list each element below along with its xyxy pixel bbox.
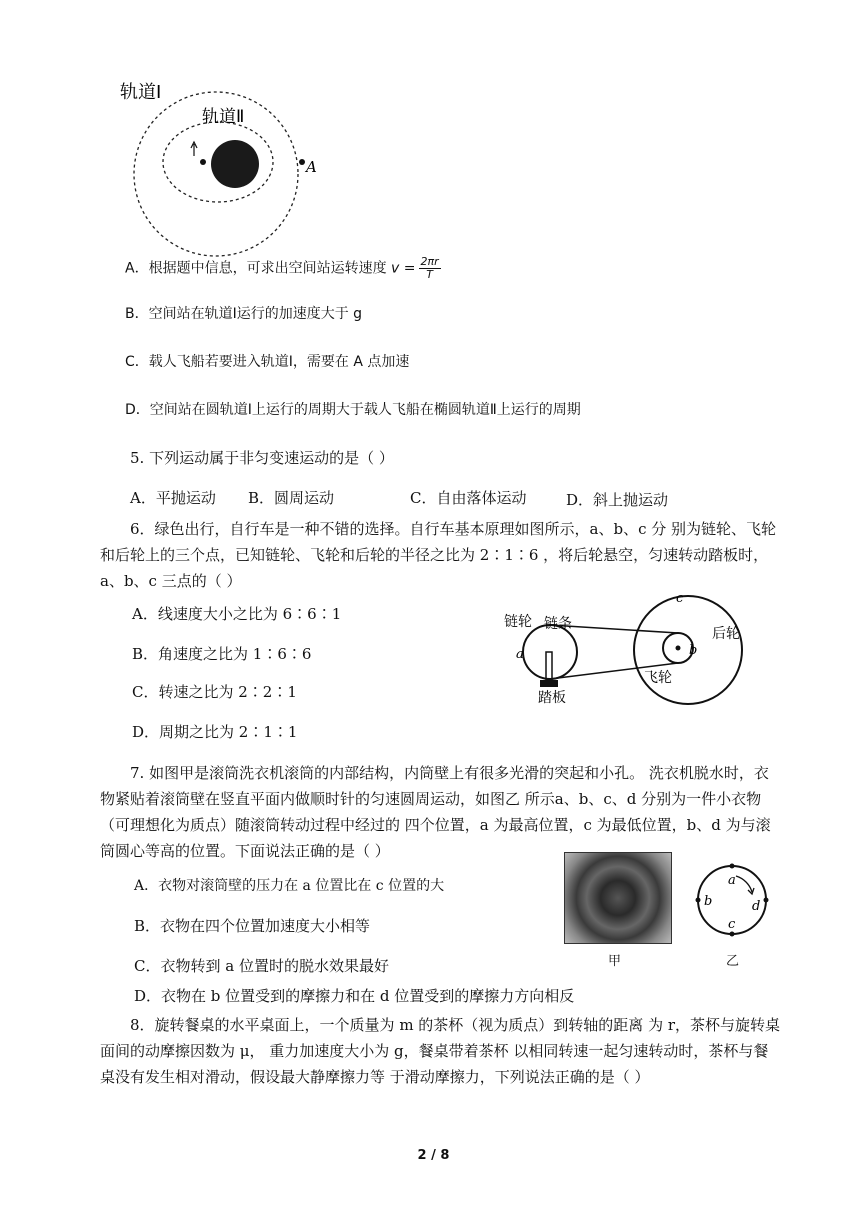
q5-option-c: C．自由落体运动 <box>410 489 527 507</box>
drum-photo <box>564 852 672 944</box>
point-a-dot <box>299 159 305 165</box>
bicycle-figure <box>498 590 760 715</box>
q4-formula-frac <box>419 256 441 281</box>
rear-wheel-label: 后轮 <box>712 626 740 642</box>
chainring-label: 链轮 <box>504 614 532 630</box>
drum-circle-figure <box>692 858 772 944</box>
direction-arrow-icon <box>191 142 197 156</box>
chain-label: 链条 <box>544 616 572 632</box>
orbit-figure <box>118 74 328 264</box>
q5-option-d: D．斜上抛运动 <box>566 491 669 509</box>
q8-stem: 8．旋转餐桌的水平桌面上，一个质量为 m 的茶杯（视为质点）到转轴的距离 为 r，茶杯与旋转桌面间的动摩擦因数为 μ， 重力加速度大小为 g，餐桌带着茶杯 以相同转速一起匀速转动时，茶杯与餐桌没有发生相对滑动，假设最大静摩擦力等 于滑动摩擦力，下列说法正确的是（ ） <box>100 1016 781 1086</box>
q4-formula-den: T <box>426 268 433 281</box>
q4-option-a-text: A．根据题中信息，可求出空间站运转速度 <box>125 260 387 277</box>
orbit-2-label: 轨道Ⅱ <box>202 107 245 127</box>
q7-option-a: A．衣物对滚筒壁的压力在 a 位置比在 c 位置的大 <box>134 878 445 894</box>
page-number: 2 / 8 <box>417 1148 450 1163</box>
drum-point-b-label: b <box>704 894 713 909</box>
q5-stem: 5. 下列运动属于非匀变速运动的是（ ） <box>130 449 394 467</box>
drum-point-d-label: d <box>752 899 761 914</box>
q7-option-c: C．衣物转到 a 位置时的脱水效果最好 <box>134 957 389 975</box>
station-dot <box>200 159 206 165</box>
earth <box>211 140 259 188</box>
q4-option-b: B．空间站在轨道Ⅰ运行的加速度大于 g <box>125 306 363 322</box>
fig-jia-label: 甲 <box>608 954 622 969</box>
pedal-block <box>540 680 558 687</box>
drum-point-c-label: c <box>728 917 736 932</box>
q7-option-d: D．衣物在 b 位置受到的摩擦力和在 d 位置受到的摩擦力方向相反 <box>134 987 575 1005</box>
bike-point-b-label: b <box>689 643 698 658</box>
fig-yi-label: 乙 <box>726 954 740 969</box>
q4-option-a <box>125 256 441 281</box>
orbit-1-label: 轨道Ⅰ <box>120 82 162 103</box>
q4-formula-num: 2πr <box>420 255 439 268</box>
bike-point-c-label: c <box>676 591 684 606</box>
point-a-label: A <box>306 158 317 176</box>
q7-option-b: B．衣物在四个位置加速度大小相等 <box>134 917 371 935</box>
flywheel-label: 飞轮 <box>644 670 672 686</box>
pedal-label: 踏板 <box>538 690 566 706</box>
q6-stem: 6．绿色出行，自行车是一种不错的选择。自行车基本原理如图所示，a、b、c 分 别为链轮、飞轮和后轮上的三个点，已知链轮、飞轮和后轮的半径之比为 2∶1∶6 ，将后轮悬空，匀速转动踏板时，a、b、c 三点的（ ） <box>100 520 777 590</box>
q6-option-b: B．角速度之比为 1∶6∶6 <box>132 645 312 663</box>
crank-arm <box>546 652 552 680</box>
q5-option-a: A．平抛运动 <box>130 489 216 507</box>
q7-stem: 7. 如图甲是滚筒洗衣机滚筒的内部结构，内筒壁上有很多光滑的突起和小孔。 洗衣机脱水时，衣物紧贴着滚筒壁在竖直平面内做顺时针的匀速圆周运动，如图乙 所示a、b、c、d 分别为一件小衣物（可理想化为质点）随滚筒转动过程中经过的 四个位置，a 为最高位置，c 为最低位置，b、d 为与滚筒圆心等高的位置。下面说法正确的是（ ） <box>100 764 771 860</box>
q4-option-c: C．载人飞船若要进入轨道Ⅰ，需要在 A 点加速 <box>125 354 410 370</box>
q6-option-a: A．线速度大小之比为 6∶6∶1 <box>132 605 342 623</box>
q6-option-d: D．周期之比为 2∶1∶1 <box>132 723 298 741</box>
q6-option-c: C．转速之比为 2∶2∶1 <box>132 683 297 701</box>
q4-formula-var: v = <box>391 260 416 277</box>
q5-option-b: B．圆周运动 <box>248 489 335 507</box>
clockwise-arrow-icon <box>736 876 754 894</box>
rear-wheel-circle <box>634 596 742 704</box>
bike-point-a-label: a <box>516 647 524 662</box>
q4-option-d: D．空间站在圆轨道Ⅰ上运行的周期大于载人飞船在椭圆轨道Ⅱ上运行的周期 <box>125 402 581 418</box>
drum-point-a-label: a <box>728 873 736 888</box>
